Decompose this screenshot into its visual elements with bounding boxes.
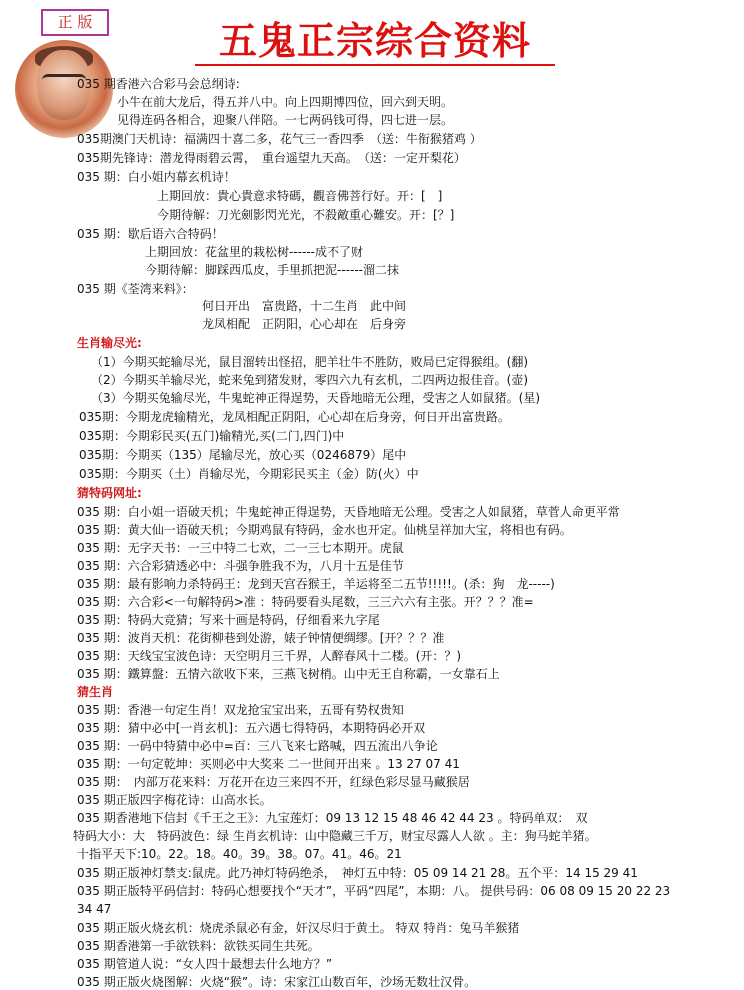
text-line: 035 期：白小姐内幕玄机诗！ — [77, 170, 236, 184]
text-line: 035期：今期买（135）尾输尽光，放心买（0246879）尾中 — [79, 448, 407, 462]
text-line: 035 期：一句定乾坤：买则必中大奖来 二一世间开出来 。13 27 07 41 — [77, 757, 460, 771]
page-title: 五鬼正宗综合资料 — [195, 18, 555, 66]
section-heading: 猜特码网址: — [77, 486, 142, 500]
text-line: 035 期： 内部万花来料：万花开在边三来四不开，红绿色彩尽显马藏猴居 — [77, 775, 470, 789]
text-line: 035 期香港六合彩马会总纲诗: — [77, 77, 240, 91]
authentic-badge: 正 版 — [41, 9, 109, 36]
text-line: 何日开出 富贵路，十二生肖 此中间 — [202, 299, 407, 313]
section-heading: 猜生肖 — [77, 685, 114, 699]
text-line: 035期先锋诗：潜龙得雨碧云霄， 重台遥望九天高。 （送：一定开梨花） — [77, 151, 466, 165]
text-line: 035 期香港地下信封《千王之王》：九宝莲灯：09 13 12 15 48 46 42 44 23 。特码单双： 双 — [77, 811, 588, 825]
text-line: （1）今期买蛇输尽光，鼠目溜转出怪招，肥羊壮牛不胜防，败局已定得猴组。(翻) — [91, 355, 529, 369]
text-line: 035 期：白小姐一语破天机；牛鬼蛇神正得逞势，天昏地暗无公理。受害之人如鼠猪，草菅人命更平常 — [77, 505, 620, 519]
text-line: （2）今期买羊输尽光，蛇来兔到猪发财，零四六九有玄机，二四两边报佳音。(壶) — [91, 373, 529, 387]
text-line: 035 期：一码中特猜中必中=百：三八飞来七路喊，四五流出八争论 — [77, 739, 438, 753]
section-heading: 生肖输尽光: — [77, 336, 142, 350]
text-line: 035 期：特码大竞猜；写来十画是特码，仔细看来九字尾 — [77, 613, 380, 627]
text-line: 十指平天下:10。22。18。40。39。38。07。41。46。21 — [77, 847, 402, 861]
text-line: 035 期：黄大仙一语破天机；今期鸡鼠有特码，金水也开定。仙桃呈祥加大宝，将相也有码。 — [77, 523, 572, 537]
text-line: 035 期正版四字梅花诗：山高水长。 — [77, 793, 272, 807]
text-line: 035期澳门天机诗：福满四十喜二多，花气三一香四季 （送：牛衔猴猪鸡 ） — [77, 132, 482, 146]
text-line: 035 期正版神灯禁支:鼠虎。此乃神灯特码绝杀， 神灯五中特：05 09 14 21 28。五个平：14 15 29 41 — [77, 866, 638, 880]
text-line: 035 期：天线宝宝波色诗：天空明月三千界，人醉春风十二楼。(开：？) — [77, 649, 462, 663]
text-line: 035期：今期彩民买(五门)输精光,买(二门,四门)中 — [79, 429, 345, 443]
text-line: 035 期：六合彩<一句解特码>准 ：特码要看头尾数，三三六六有主张。开？？？准= — [77, 595, 534, 609]
text-line: 035期：今期龙虎输精光，龙凤相配正阴阳，心心却在后身旁，何日开出富贵路。 — [79, 410, 510, 424]
text-line: 035 期：波肖天机：花街柳巷到处游，婊子钟情便绸缪。[开？？？准 — [77, 631, 445, 645]
text-line: 035 期：香港一句定生肖！双龙抢宝宝出来，五哥有势权贵知 — [77, 703, 404, 717]
text-line: 小牛在前大龙后，得五并八中。向上四期博四位，回六到天明。 — [117, 95, 454, 109]
text-line: 035 期：无字天书：一三中特二七欢，二一三七本期开。虎鼠 — [77, 541, 404, 555]
text-line: 035 期：最有影响力杀特码王：龙到天宫吞猴王，羊运将至二五节!!!!!。(杀：狗 龙-----) — [77, 577, 555, 591]
text-line: 特码大小：大 特码波色：绿 生肖玄机诗：山中隐藏三千万，财宝尽露人人欲 。主：狗马蛇羊猪。 — [73, 829, 597, 843]
text-line: 035 期《荃湾来料》： — [77, 282, 194, 296]
text-line: 035 期正版火烧图解：火烧“猴”。诗：宋家江山数百年，沙场无数壮汉骨。 — [77, 975, 477, 989]
text-line: 035 期：鐵算盤：五情六欲收下来，三燕飞树梢。山中无王自称霸，一女靠石上 — [77, 667, 500, 681]
text-line: 34 47 — [77, 902, 112, 916]
text-line: （3）今期买兔输尽光，牛鬼蛇神正得逞势，天昏地暗无公理，受害之人如鼠猪。(星) — [91, 391, 541, 405]
text-line: 035 期：猜中必中[一肖玄机]：五六遇七得特码，本期特码必开双 — [77, 721, 426, 735]
text-line: 见得连码各相合，迎聚八伴陪。一七两码钱可得，四七进一层。 — [117, 113, 454, 127]
text-line: 035 期管道人说：“女人四十最想去什么地方？” — [77, 957, 333, 971]
text-line: 035 期：六合彩猜透必中：斗强争胜我不为，八月十五是佳节 — [77, 559, 404, 573]
text-line: 龙凤相配 正阴阳，心心却在 后身旁 — [202, 317, 407, 331]
text-line: 035 期：歇后语六合特码！ — [77, 227, 224, 241]
text-line: 今期待解：刀光劍影閃光光，不殺敵重心難安。开：[？] — [157, 208, 455, 222]
text-line: 今期待解：脚踩西瓜皮，手里抓把泥------溜二抹 — [145, 263, 399, 277]
text-line: 035期：今期买（土）肖输尽光，今期彩民买主（金）防(火）中 — [79, 467, 419, 481]
text-line: 上期回放：貴心貴意求特碼，觀音佛菩行好。开：[ ] — [157, 189, 443, 203]
text-line: 035 期正版火烧玄机：烧虎杀鼠必有金，奸汉尽归于黄土。 特双 特肖：兔马羊猴猪 — [77, 921, 520, 935]
text-line: 035 期香港第一手欲铁料：欲铁买同生共死。 — [77, 939, 320, 953]
text-line: 上期回放：花盆里的栽松树------成不了财 — [145, 245, 363, 259]
text-line: 035 期正版特平码信封：特码心想要找个“天才”，平码“四尾”，本期：八。 提供号码：06 08 09 15 20 22 23 — [77, 884, 671, 898]
